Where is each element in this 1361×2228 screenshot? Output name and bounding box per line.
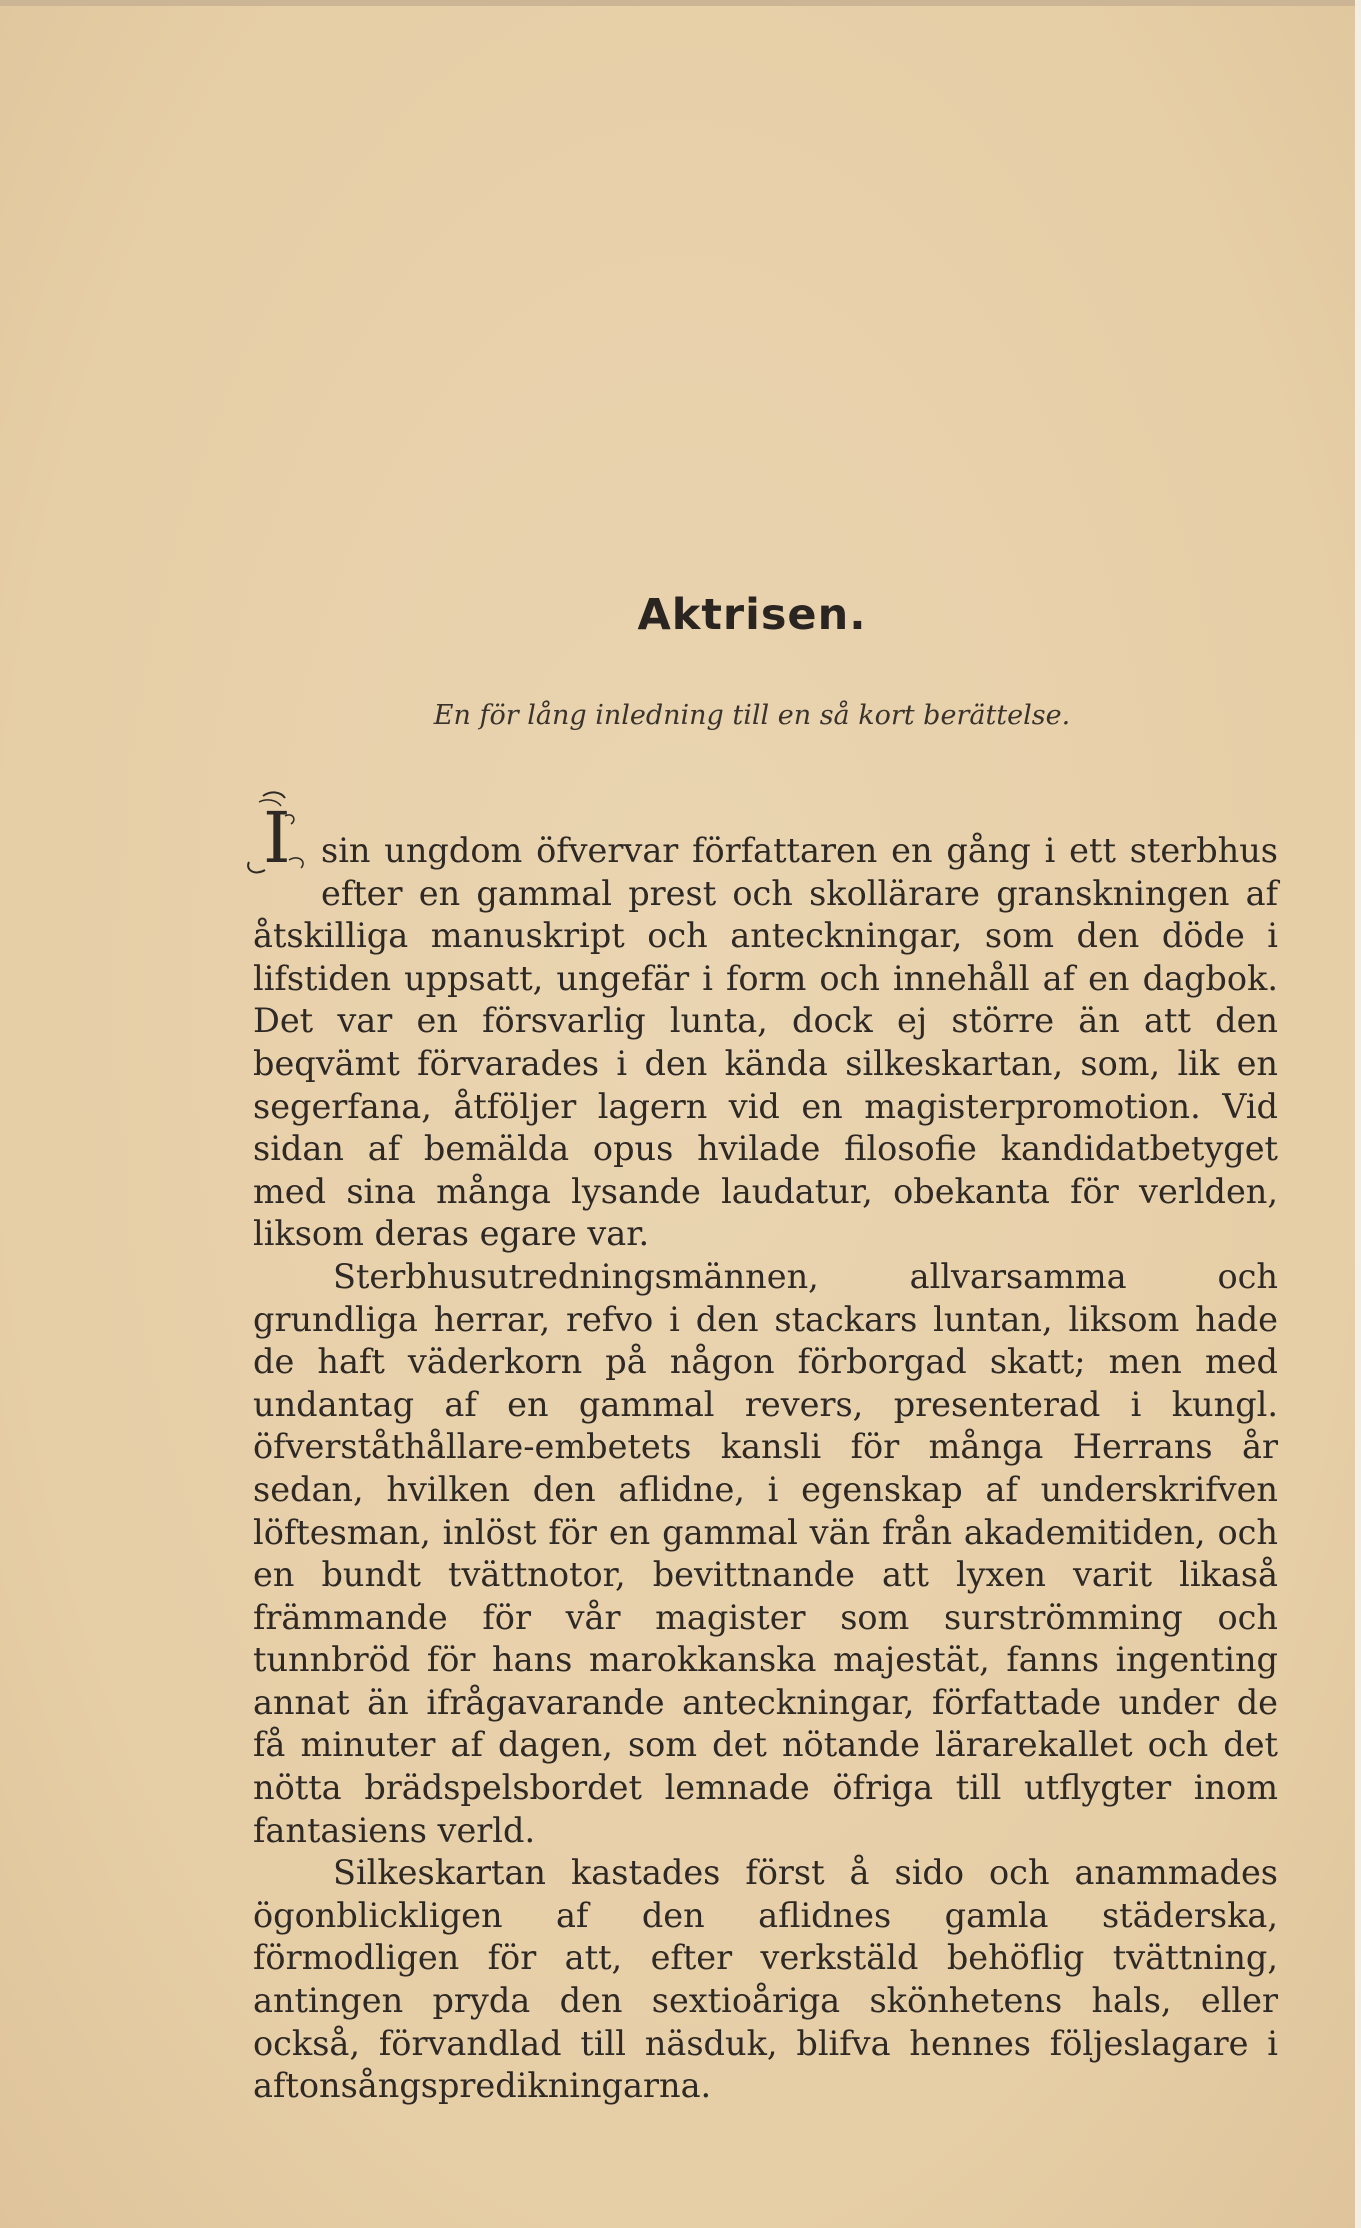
chapter-header [222, 495, 1282, 731]
drop-cap-letter: I [263, 797, 291, 876]
page-right-edge [1355, 0, 1361, 2228]
chapter-subtitle: En för lång inledning till en så kort berättelse. [433, 700, 1071, 731]
page-top-edge [0, 0, 1361, 6]
chapter-body [253, 797, 1278, 2108]
paragraph-2: Sterbhusutredningsmännen, allvarsamma och grundliga herrar, refvo i den stackars luntan, liksom hade de haft väderkorn på någon förborgad skatt; men med undantag af en gammal revers, presenterad i kungl. öfverståthållare-embetets kansli för många Herrans år sedan, hvilken den aflidne, i egenskap af underskrifven löftesman, inlöst för en gammal vän från akademitiden, och en bundt tvättnotor, bevittnande att lyxen varit likaså främmande för vår magister som surströmming och tunnbröd för hans marokkanska majestät, fanns ingenting annat än ifrågavarande anteckningar, författade under de få minuter af dagen, som det nötande lärarekallet och det nötta brädspelsbordet lemnade öfriga till utflygter inom fantasiens verld. [253, 1256, 1278, 1850]
drop-cap-ornament [241, 790, 313, 876]
chapter-title: Aktrisen. [637, 590, 867, 640]
paragraph-1-text: sin ungdom öfvervar författaren en gång i ett sterbhus efter en gammal prest och skollärare granskningen af åtskilliga manuskript och anteckningar, som den döde i lifstiden uppsatt, ungefär i form och innehåll af en dagbok. Det var en försvarlig lunta, dock ej större än att den beqvämt förvarades i den kända silkeskartan, som, lik en segerfana, åtföljer lagern vid en magisterpromotion. Vid sidan af bemälda opus hvilade filosofie kandidatbetyget med sina många lysande laudatur, obekanta för verlden, liksom deras egare var. [253, 831, 1278, 1254]
paragraph-3: Silkeskartan kastades först å sido och anammades ögonblickligen af den aflidnes gamla städerska, förmodligen för att, efter verkstäld behöflig tvättning, antingen pryda den sextioåriga skönhetens hals, eller också, förvandlad till näsduk, blifva hennes följeslagare i aftonsångspredikningarna. [253, 1853, 1278, 2106]
paragraph-1 [253, 797, 1278, 1256]
